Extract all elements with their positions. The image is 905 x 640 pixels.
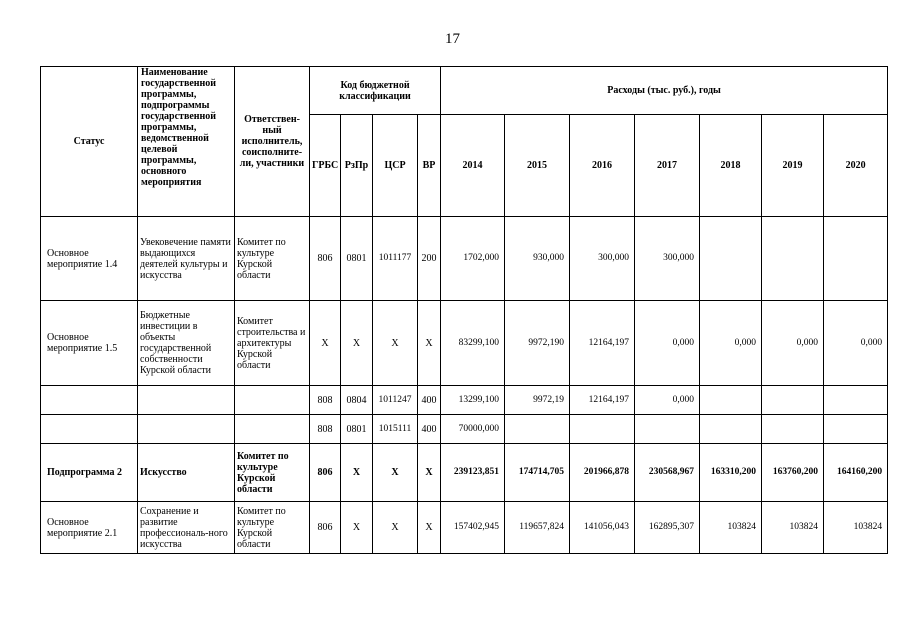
row-value-2014: 70000,000 (441, 415, 505, 444)
header-csr: ЦСР (373, 115, 418, 217)
header-grbs: ГРБС (310, 115, 341, 217)
header-year-2018: 2018 (700, 115, 762, 217)
row-vr: Х (418, 301, 441, 386)
header-code-group: Код бюджетной классификации (310, 67, 441, 115)
header-rzpr: РзПр (341, 115, 373, 217)
table-row (41, 301, 888, 386)
header-year-2019: 2019 (762, 115, 824, 217)
row-value-2018 (700, 217, 762, 301)
row-value-2014: 239123,851 (441, 444, 505, 502)
row-value-2016: 201966,878 (570, 444, 635, 502)
row-rzpr: 0801 (341, 415, 373, 444)
row-value-2018: 163310,200 (700, 444, 762, 502)
row-value-2017: 0,000 (635, 386, 700, 415)
row-status: Основное мероприятие 1.4 (41, 217, 138, 301)
page-number: 17 (445, 31, 460, 47)
row-value-2017: 162895,307 (635, 502, 700, 554)
row-csr: Х (373, 444, 418, 502)
row-value-2016: 12164,197 (570, 301, 635, 386)
row-value-2018: 0,000 (700, 301, 762, 386)
row-value-2017: 230568,967 (635, 444, 700, 502)
row-value-2017 (635, 415, 700, 444)
header-name: Наименование государственной программы, подпрограммы государственной программы, ведомственной целевой программы, основного мероприятия (138, 67, 235, 217)
row-value-2016: 141056,043 (570, 502, 635, 554)
row-responsible: Комитет строительства и архитектуры Курской области (235, 301, 310, 386)
row-value-2019 (762, 415, 824, 444)
row-vr: 200 (418, 217, 441, 301)
row-value-2015: 930,000 (505, 217, 570, 301)
row-value-2020 (824, 415, 888, 444)
row-grbs: 808 (310, 415, 341, 444)
row-value-2020: 164160,200 (824, 444, 888, 502)
row-name (138, 415, 235, 444)
row-status: Подпрограмма 2 (41, 444, 138, 502)
row-name (138, 386, 235, 415)
row-value-2018 (700, 386, 762, 415)
budget-table (40, 66, 888, 554)
row-value-2018 (700, 415, 762, 444)
header-year-2016: 2016 (570, 115, 635, 217)
row-rzpr: Х (341, 502, 373, 554)
row-rzpr: 0801 (341, 217, 373, 301)
row-vr: 400 (418, 415, 441, 444)
row-value-2015: 119657,824 (505, 502, 570, 554)
header-expenses-group: Расходы (тыс. руб.), годы (441, 67, 888, 115)
row-value-2016 (570, 415, 635, 444)
row-value-2019 (762, 217, 824, 301)
row-value-2019 (762, 386, 824, 415)
row-status (41, 415, 138, 444)
row-value-2019: 103824 (762, 502, 824, 554)
row-value-2017: 0,000 (635, 301, 700, 386)
row-responsible (235, 415, 310, 444)
row-name: Увековечение памяти выдающихся деятелей культуры и искусства (138, 217, 235, 301)
row-csr: 1011247 (373, 386, 418, 415)
table-row (41, 444, 888, 502)
row-grbs: 806 (310, 444, 341, 502)
row-rzpr: Х (341, 444, 373, 502)
row-status: Основное мероприятие 1.5 (41, 301, 138, 386)
row-value-2014: 157402,945 (441, 502, 505, 554)
header-year-2015: 2015 (505, 115, 570, 217)
row-value-2019: 0,000 (762, 301, 824, 386)
row-value-2020: 103824 (824, 502, 888, 554)
row-grbs: 806 (310, 502, 341, 554)
header-vr: ВР (418, 115, 441, 217)
row-value-2015: 174714,705 (505, 444, 570, 502)
row-value-2016: 12164,197 (570, 386, 635, 415)
row-status: Основное мероприятие 2.1 (41, 502, 138, 554)
row-vr: Х (418, 502, 441, 554)
row-value-2014: 1702,000 (441, 217, 505, 301)
row-responsible: Комитет по культуре Курской области (235, 444, 310, 502)
row-responsible: Комитет по культуре Курской области (235, 502, 310, 554)
table-row (41, 217, 888, 301)
row-csr: Х (373, 301, 418, 386)
table-row (41, 502, 888, 554)
header-year-2017: 2017 (635, 115, 700, 217)
row-value-2014: 13299,100 (441, 386, 505, 415)
row-value-2020 (824, 217, 888, 301)
row-vr: Х (418, 444, 441, 502)
row-csr: 1015111 (373, 415, 418, 444)
header-year-2020: 2020 (824, 115, 888, 217)
row-csr: Х (373, 502, 418, 554)
row-value-2014: 83299,100 (441, 301, 505, 386)
header-status: Статус (41, 67, 138, 217)
row-value-2015 (505, 415, 570, 444)
row-rzpr: 0804 (341, 386, 373, 415)
row-responsible (235, 386, 310, 415)
row-name: Бюджетные инвестиции в объекты государственной собственности Курской области (138, 301, 235, 386)
row-value-2016: 300,000 (570, 217, 635, 301)
header-responsible: Ответствен-ный исполнитель, соисполните-ли, участники (235, 67, 310, 217)
row-name: Сохранение и развитие профессиональ-ного искусства (138, 502, 235, 554)
table-row (41, 386, 888, 415)
row-value-2020: 0,000 (824, 301, 888, 386)
row-status (41, 386, 138, 415)
row-rzpr: Х (341, 301, 373, 386)
row-grbs: Х (310, 301, 341, 386)
row-grbs: 806 (310, 217, 341, 301)
row-value-2015: 9972,190 (505, 301, 570, 386)
row-value-2015: 9972,19 (505, 386, 570, 415)
row-value-2019: 163760,200 (762, 444, 824, 502)
row-vr: 400 (418, 386, 441, 415)
row-responsible: Комитет по культуре Курской области (235, 217, 310, 301)
row-value-2018: 103824 (700, 502, 762, 554)
row-name: Искусство (138, 444, 235, 502)
header-year-2014: 2014 (441, 115, 505, 217)
table-row (41, 415, 888, 444)
row-value-2017: 300,000 (635, 217, 700, 301)
row-value-2020 (824, 386, 888, 415)
row-grbs: 808 (310, 386, 341, 415)
row-csr: 1011177 (373, 217, 418, 301)
header-row-1 (41, 67, 888, 115)
